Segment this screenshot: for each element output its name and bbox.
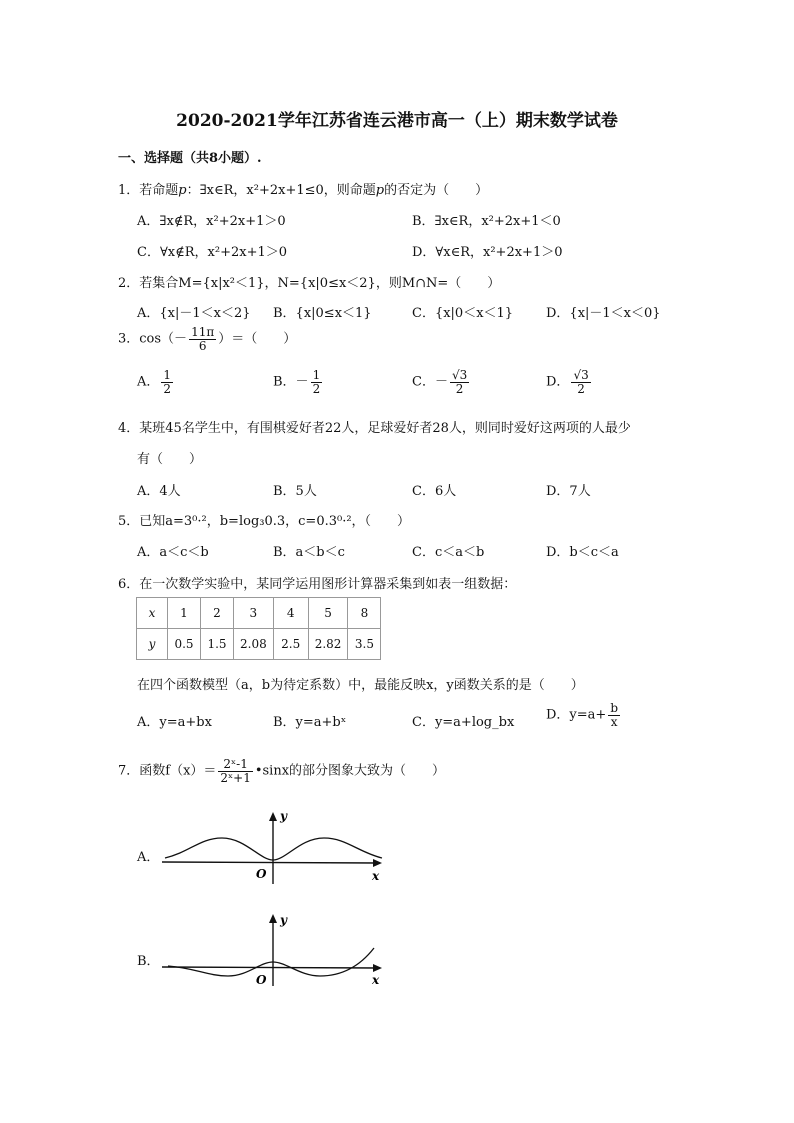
q3-option-d[interactable]: D． $\frac{√3}{2}$	[546, 368, 589, 396]
question-4-stem-cont: 有（ ）	[137, 452, 203, 467]
q5-option-b[interactable]: B．a＜b＜c	[273, 545, 345, 560]
q1-option-a[interactable]: A．∃x∉R，x²+2x+1＞0	[137, 214, 286, 229]
q5-option-c[interactable]: C．c＜a＜b	[412, 545, 485, 560]
table-header-cell: y	[137, 629, 168, 660]
y-axis-arrow	[269, 812, 277, 821]
table-cell: 3.5	[348, 629, 381, 660]
q1-option-d[interactable]: D．∀x∈R，x²+2x+1＞0	[412, 245, 563, 260]
table-cell: 2.08	[234, 629, 274, 660]
q3-option-b[interactable]: B．－ $\frac{1}{2}$	[273, 368, 321, 396]
x-axis-arrow	[373, 964, 382, 972]
x-axis	[162, 862, 378, 863]
axis-label-y: y	[280, 913, 287, 927]
function-curve	[168, 948, 374, 976]
table-header-cell: x	[137, 598, 168, 629]
fraction: $\frac{b}{x}$	[610, 701, 618, 729]
question-5-stem: 5．已知a=3⁰·²，b=log₃0.3，c=0.3⁰·²，（ ）	[118, 514, 411, 529]
table-row	[137, 629, 381, 660]
fraction: $\frac{11\pi}{6}$	[191, 325, 215, 353]
q6-option-d[interactable]: D．y=a+ $\frac{b}{x}$	[546, 701, 618, 729]
q7-option-a[interactable]: A．	[137, 850, 160, 865]
q4-option-c[interactable]: C．6人	[412, 484, 457, 499]
x-axis	[162, 967, 378, 968]
question-6-stem-cont: 在四个函数模型（a，b为待定系数）中，最能反映x，y函数关系的是（ ）	[137, 678, 584, 693]
table-cell: 5	[308, 598, 348, 629]
x-axis-arrow	[373, 859, 382, 867]
table-cell: 8	[348, 598, 381, 629]
fraction: $\frac{√3}{2}$	[573, 368, 589, 396]
fraction: $\frac{1}{2}$	[163, 368, 172, 396]
question-6-stem: 6．在一次数学实验中，某同学运用图形计算器采集到如表一组数据：	[118, 577, 517, 592]
table-cell: 1.5	[201, 629, 234, 660]
q7-graph-b[interactable]	[160, 910, 390, 988]
table-cell: 4	[273, 598, 308, 629]
table-cell: 3	[234, 598, 274, 629]
q2-option-a[interactable]: A．{x|－1＜x＜2}	[137, 306, 251, 321]
q1-option-b[interactable]: B．∃x∈R，x²+2x+1＜0	[412, 214, 561, 229]
q4-option-d[interactable]: D．7人	[546, 484, 591, 499]
axis-label-x: x	[372, 869, 380, 883]
table-cell: 2.82	[308, 629, 348, 660]
question-2-stem: 2．若集合M={x|x²＜1}，N={x|0≤x＜2}，则M∩N=（ ）	[118, 276, 501, 291]
question-3-stem: 3．cos（－ $\frac{11\pi}{6}$ ）＝（ ）	[118, 325, 297, 353]
q4-option-b[interactable]: B．5人	[273, 484, 317, 499]
data-table	[136, 597, 381, 660]
section-heading: 一、选择题（共8小题）.	[118, 151, 262, 166]
table-cell: 1	[168, 598, 201, 629]
origin-label: O	[256, 867, 267, 881]
fraction: $\frac{√3}{2}$	[451, 368, 468, 396]
q2-option-d[interactable]: D．{x|－1＜x＜0}	[546, 306, 661, 321]
q2-option-b[interactable]: B．{x|0≤x＜1}	[273, 306, 372, 321]
fraction: $\frac{\text{2ˣ-1}}{\text{2ˣ+1}}$	[220, 757, 251, 785]
fraction: $\frac{1}{2}$	[312, 368, 321, 396]
origin-label: O	[256, 973, 267, 987]
q6-option-b[interactable]: B．y=a+bˣ	[273, 715, 347, 730]
q5-option-a[interactable]: A．a＜c＜b	[137, 545, 209, 560]
q6-option-c[interactable]: C．y=a+log_bx	[412, 715, 515, 730]
q3-option-c[interactable]: C．－ $\frac{√3}{2}$	[412, 368, 468, 396]
q1-option-c[interactable]: C．∀x∉R，x²+2x+1＞0	[137, 245, 288, 260]
page-title: 2020-2021学年江苏省连云港市高一（上）期末数学试卷	[176, 111, 618, 131]
question-1-stem: 1．若命题p：∃x∈R，x²+2x+1≤0，则命题p的否定为（ ）	[118, 183, 489, 198]
q4-option-a[interactable]: A．4人	[137, 484, 181, 499]
table-cell: 0.5	[168, 629, 201, 660]
question-7-stem: 7．函数f（x）＝ $\frac{\text{2ˣ-1}}{\text{2ˣ+1}}$ •sinx的部分图象大致为（ ）	[118, 757, 446, 785]
table-row	[137, 598, 381, 629]
q5-option-d[interactable]: D．b＜c＜a	[546, 545, 619, 560]
question-4-stem: 4．某班45名学生中，有围棋爱好者22人，足球爱好者28人，则同时爱好这两项的人最少	[118, 421, 631, 436]
axis-label-x: x	[372, 973, 380, 987]
axis-label-y: y	[280, 809, 287, 823]
q7-option-b[interactable]: B．	[137, 954, 160, 969]
q3-option-a[interactable]: A． $\frac{1}{2}$	[137, 368, 172, 396]
y-axis-arrow	[269, 914, 277, 923]
q2-option-c[interactable]: C．{x|0＜x＜1}	[412, 306, 514, 321]
table-cell: 2.5	[273, 629, 308, 660]
q7-graph-a[interactable]	[160, 808, 390, 886]
table-cell: 2	[201, 598, 234, 629]
q6-option-a[interactable]: A．y=a+bx	[137, 715, 212, 730]
